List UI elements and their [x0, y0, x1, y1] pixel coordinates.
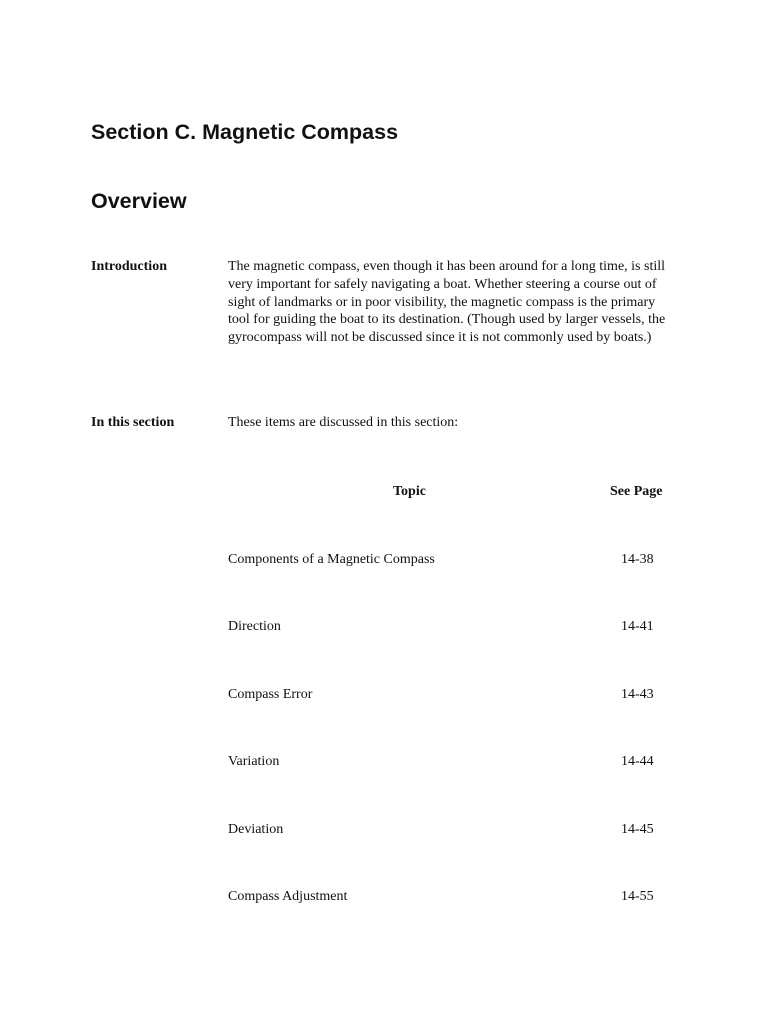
topic-page-number: 14-44: [621, 754, 654, 769]
topic-page-number: 14-41: [621, 619, 654, 634]
table-row: [228, 885, 678, 953]
table-row: [228, 548, 678, 616]
table-row: [228, 615, 678, 683]
topic-column-header: Topic: [393, 484, 426, 499]
topic-name: Direction: [228, 619, 281, 634]
topic-name: Compass Adjustment: [228, 889, 348, 904]
topic-page-number: 14-45: [621, 821, 654, 837]
topic-name: Deviation: [228, 821, 284, 837]
introduction-text: The magnetic compass, even though it has been around for a long time, is still very important for safely navigating a boat. Whether steering a course out of sight of landmarks or in poor visibility, the magnetic compass is the primary tool for guiding the boat to its destination. (Though used by larger vessels, the gyrocompass will not be discussed since it is not commonly used by boats.): [228, 259, 666, 346]
table-row: [228, 750, 678, 818]
section-title: Section C. Magnetic Compass: [91, 120, 399, 144]
in-this-section-label: In this section: [91, 415, 175, 430]
topic-page-number: 14-38: [621, 551, 654, 567]
topics-table: [228, 480, 678, 953]
table-row: [228, 818, 678, 886]
topic-page-number: 14-43: [621, 686, 654, 702]
introduction-label: Introduction: [91, 259, 167, 274]
in-this-section-text: These items are discussed in this section:: [228, 415, 459, 430]
table-row: [228, 683, 678, 751]
topic-name: Variation: [228, 754, 280, 769]
topics-table-header: [228, 480, 678, 548]
topic-page-number: 14-55: [621, 889, 654, 904]
see-page-column-header: See Page: [610, 484, 663, 499]
topic-name: Compass Error: [228, 686, 313, 702]
topic-name: Components of a Magnetic Compass: [228, 551, 435, 567]
overview-heading: Overview: [91, 189, 187, 213]
